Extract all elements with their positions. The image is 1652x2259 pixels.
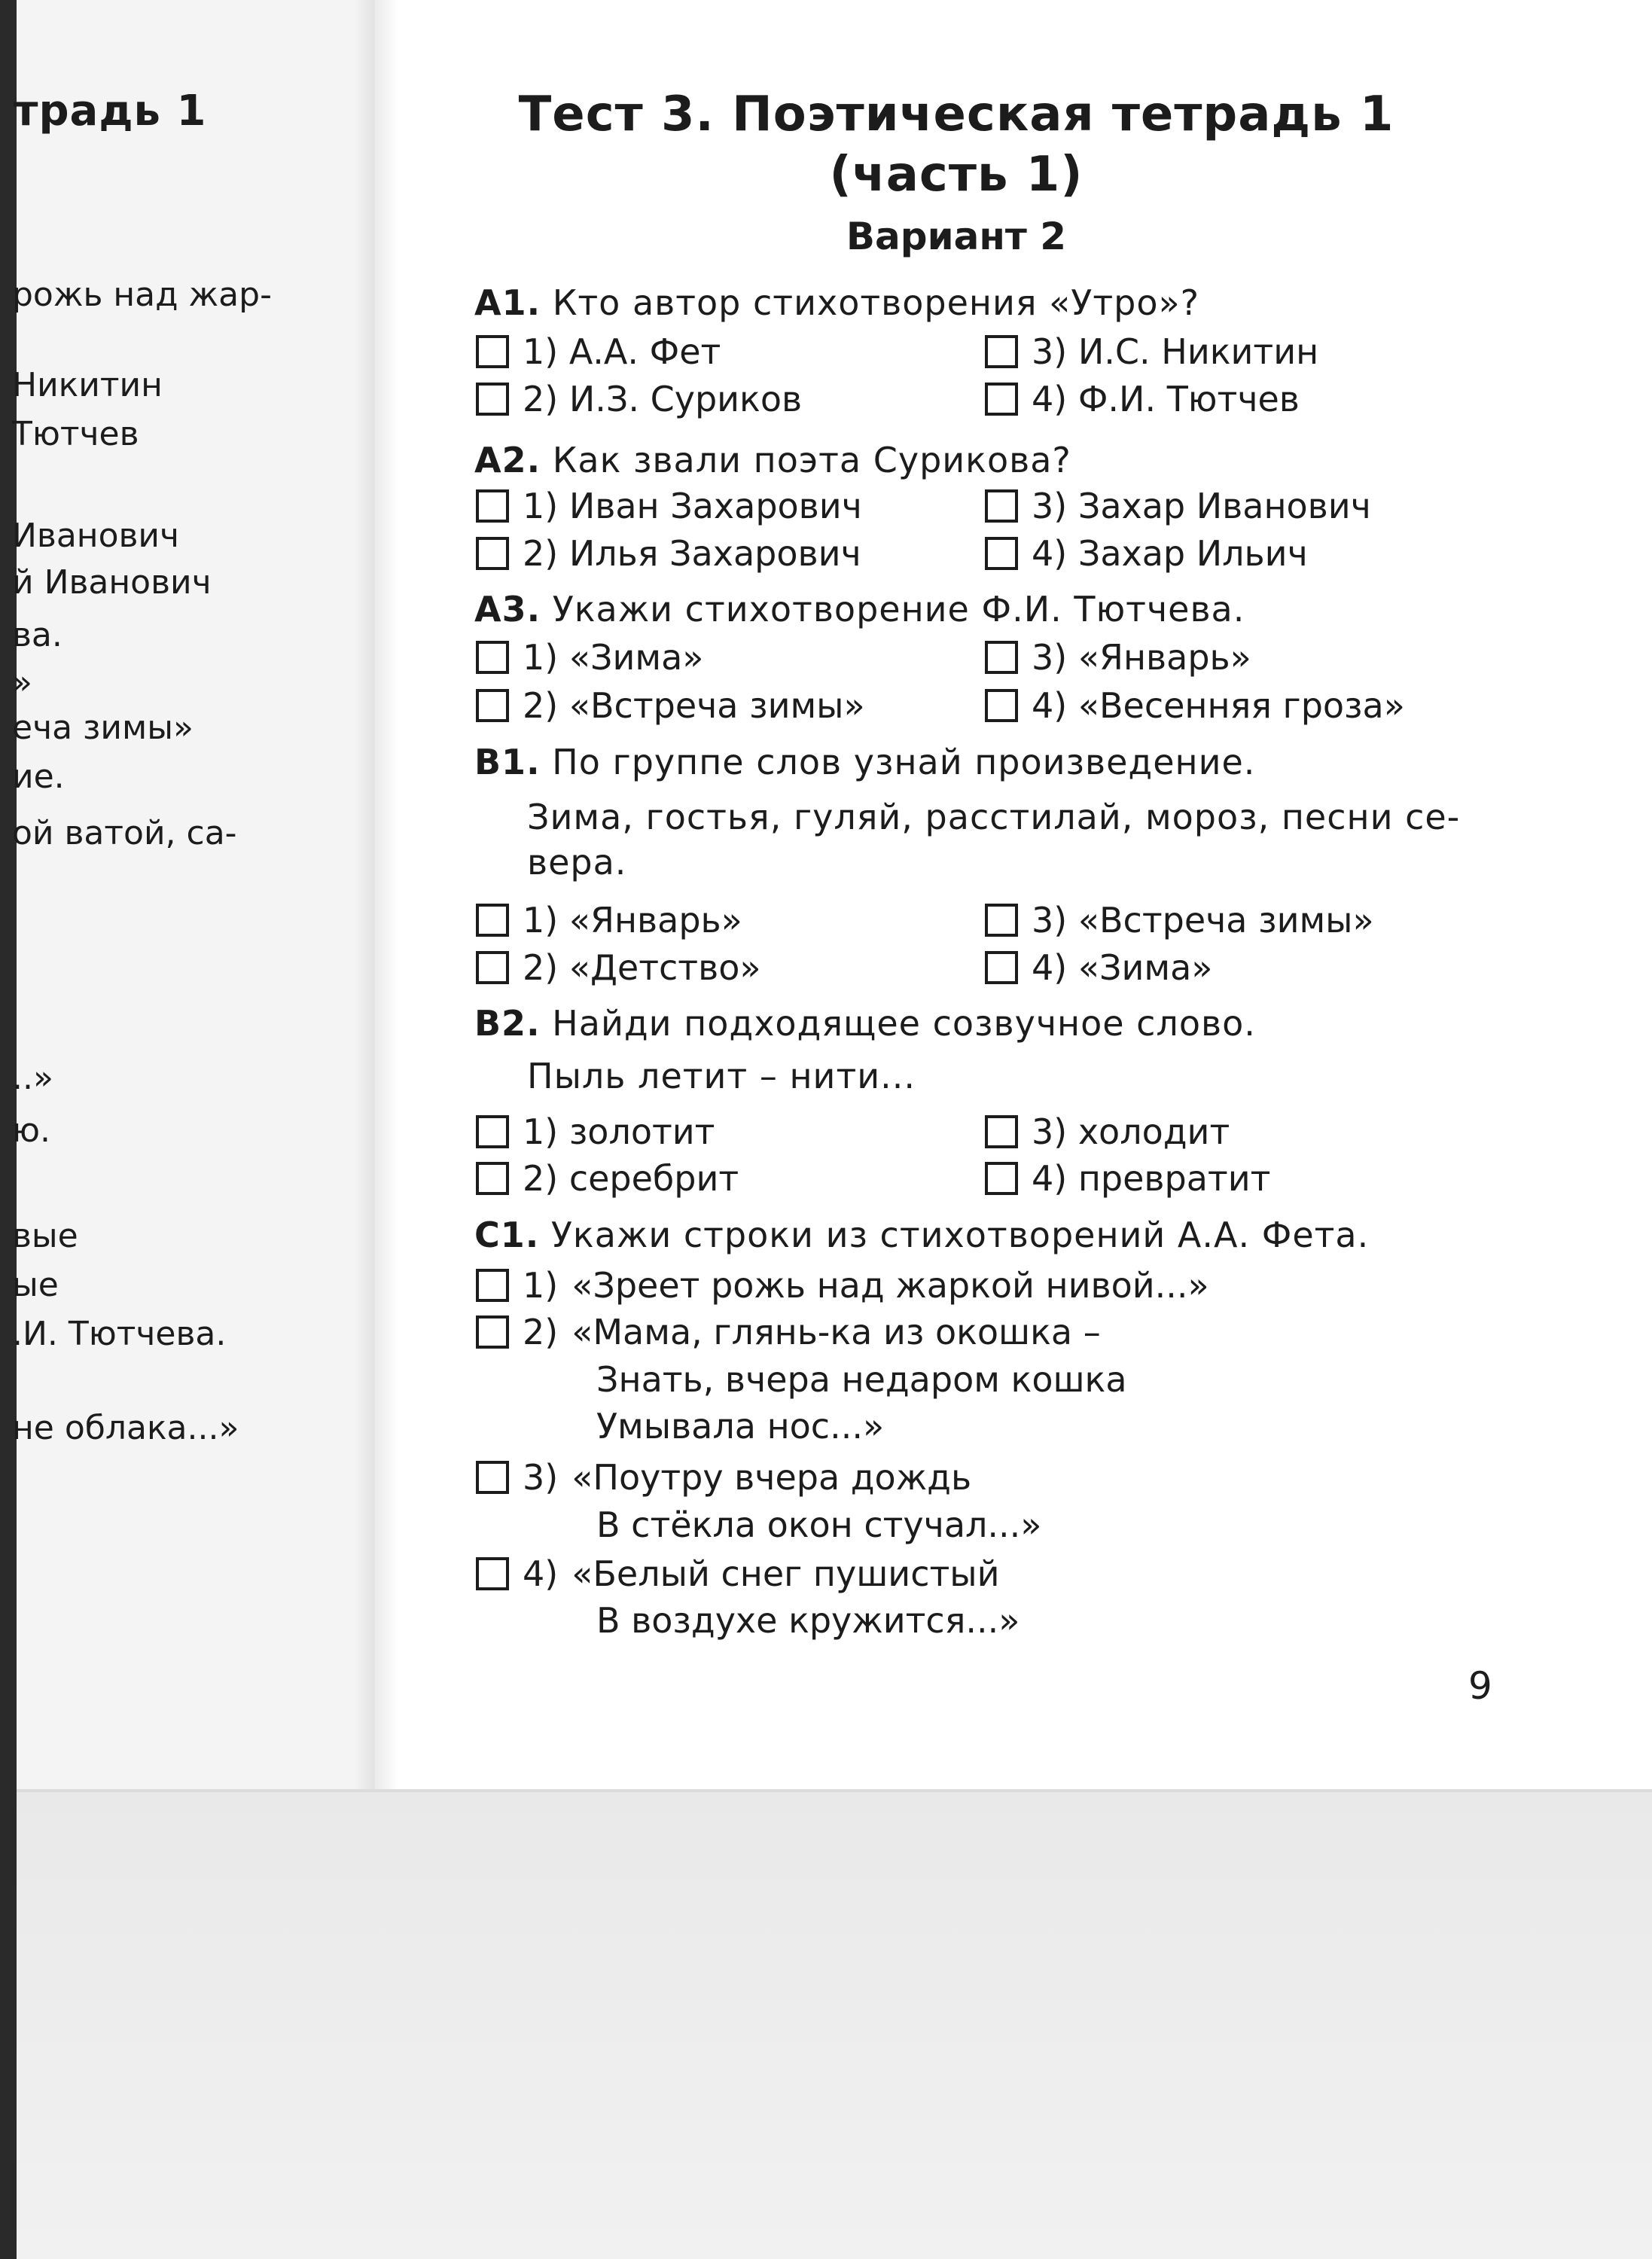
option-continuation: В воздухе кружится...» xyxy=(596,1600,1020,1641)
option-row[interactable] xyxy=(476,533,861,574)
option-label: 2) «Встреча зимы» xyxy=(523,685,865,726)
option-label: 1) «Январь» xyxy=(523,900,742,940)
answer-checkbox[interactable] xyxy=(985,951,1018,984)
option-label: 1) «Зима» xyxy=(523,637,704,678)
question-id: А2. xyxy=(474,440,541,480)
left-line: й Иванович xyxy=(12,563,212,602)
left-line: рожь над жар- xyxy=(12,276,272,314)
option-label: 4) Захар Ильич xyxy=(1032,533,1308,574)
left-page-heading: традь 1 xyxy=(14,87,207,136)
left-line: » xyxy=(12,663,32,702)
question-c1 xyxy=(474,1215,1369,1255)
option-label: 4) «Весенняя гроза» xyxy=(1032,685,1405,726)
option-row[interactable] xyxy=(985,947,1212,988)
answer-checkbox[interactable] xyxy=(476,1115,509,1148)
answer-checkbox[interactable] xyxy=(985,641,1018,674)
option-continuation: Умывала нос...» xyxy=(596,1406,885,1447)
question-id: А3. xyxy=(474,589,541,630)
question-text: По группе слов узнай произведение. xyxy=(552,742,1256,782)
option-label: «Поутру вчера дождь xyxy=(571,1457,972,1498)
book-gutter xyxy=(354,0,399,1792)
option-number: 1) xyxy=(523,1265,559,1306)
left-line: Никитин xyxy=(12,366,163,404)
option-row[interactable] xyxy=(985,1158,1270,1199)
option-row[interactable] xyxy=(985,486,1371,526)
left-line: не облака...» xyxy=(12,1409,239,1447)
option-row[interactable] xyxy=(476,1312,1101,1352)
option-label: 3) холодит xyxy=(1032,1111,1230,1152)
answer-checkbox[interactable] xyxy=(476,1461,509,1494)
option-row[interactable] xyxy=(476,1457,971,1498)
option-label: «Белый снег пушистый xyxy=(571,1553,1000,1594)
option-label: 2) И.З. Суриков xyxy=(523,379,803,419)
test-title: Тест 3. Поэтическая тетрадь 1 xyxy=(518,87,1394,142)
answer-checkbox[interactable] xyxy=(476,951,509,984)
answer-checkbox[interactable] xyxy=(985,689,1018,722)
answer-checkbox[interactable] xyxy=(476,537,509,570)
option-label: 4) превратит xyxy=(1032,1158,1271,1199)
question-a2 xyxy=(474,440,1071,480)
answer-checkbox[interactable] xyxy=(476,1557,509,1590)
prompt-text: вера. xyxy=(527,842,627,883)
left-line: ю. xyxy=(12,1111,51,1150)
option-row[interactable] xyxy=(476,947,761,988)
left-line: ва. xyxy=(12,616,62,654)
answer-checkbox[interactable] xyxy=(985,1162,1018,1195)
left-line: ой ватой, са- xyxy=(12,814,237,852)
page-number: 9 xyxy=(1468,1664,1492,1708)
question-id: В2. xyxy=(474,1003,541,1044)
answer-checkbox[interactable] xyxy=(985,537,1018,570)
question-id: А1. xyxy=(474,282,541,323)
question-text: Укажи стихотворение Ф.И. Тютчева. xyxy=(552,589,1245,630)
left-facing-page xyxy=(12,0,375,1792)
option-row[interactable] xyxy=(476,1158,739,1199)
answer-checkbox[interactable] xyxy=(476,641,509,674)
option-label: 1) золотит xyxy=(523,1111,715,1152)
left-line: Иванович xyxy=(12,517,180,555)
answer-checkbox[interactable] xyxy=(985,335,1018,368)
option-label: 3) «Встреча зимы» xyxy=(1032,900,1374,940)
option-label: 2) Илья Захарович xyxy=(523,533,861,574)
question-b1 xyxy=(474,742,1255,782)
answer-checkbox[interactable] xyxy=(985,1115,1018,1148)
left-line: .И. Тютчева. xyxy=(12,1315,227,1353)
question-b2 xyxy=(474,1003,1256,1044)
option-row[interactable] xyxy=(476,900,742,940)
prompt-text: Пыль летит – нити... xyxy=(527,1056,916,1096)
option-continuation: Знать, вчера недаром кошка xyxy=(596,1359,1127,1400)
option-row[interactable] xyxy=(476,685,865,726)
option-row[interactable] xyxy=(985,1111,1230,1152)
scanner-background xyxy=(17,1792,1652,2259)
option-label: 3) «Январь» xyxy=(1032,637,1251,678)
option-continuation: В стёкла окон стучал...» xyxy=(596,1504,1042,1545)
question-a1 xyxy=(474,282,1199,323)
option-row[interactable] xyxy=(476,1265,1209,1306)
option-row[interactable] xyxy=(985,331,1318,372)
question-text: Укажи строки из стихотворений А.А. Фета. xyxy=(550,1215,1370,1255)
option-row[interactable] xyxy=(476,486,862,526)
option-row[interactable] xyxy=(985,533,1308,574)
answer-checkbox[interactable] xyxy=(476,489,509,523)
answer-checkbox[interactable] xyxy=(476,1269,509,1302)
answer-checkbox[interactable] xyxy=(985,489,1018,523)
answer-checkbox[interactable] xyxy=(985,383,1018,416)
option-row[interactable] xyxy=(476,379,802,419)
option-number: 3) xyxy=(523,1457,559,1498)
question-text: Как звали поэта Сурикова? xyxy=(552,440,1071,480)
question-text: Найди подходящее созвучное слово. xyxy=(552,1003,1256,1044)
answer-checkbox[interactable] xyxy=(476,689,509,722)
option-label: 1) Иван Захарович xyxy=(523,486,862,526)
left-line: ..» xyxy=(12,1059,53,1097)
option-row[interactable] xyxy=(476,1553,1000,1594)
option-label: 2) «Детство» xyxy=(523,947,761,988)
option-label: 1) А.А. Фет xyxy=(523,331,721,372)
option-row[interactable] xyxy=(476,637,703,678)
option-row[interactable] xyxy=(476,331,721,372)
question-a3 xyxy=(474,589,1245,630)
answer-checkbox[interactable] xyxy=(476,383,509,416)
left-line: Тютчев xyxy=(12,415,139,453)
option-number: 4) xyxy=(523,1553,559,1594)
option-label: «Зреет рожь над жаркой нивой...» xyxy=(571,1265,1209,1306)
prompt-text: Зима, гостья, гуляй, расстилай, мороз, песни се- xyxy=(527,797,1461,837)
option-label: 4) Ф.И. Тютчев xyxy=(1032,379,1300,419)
option-row[interactable] xyxy=(985,379,1300,419)
question-id: С1. xyxy=(474,1215,540,1255)
option-row[interactable] xyxy=(985,685,1405,726)
option-row[interactable] xyxy=(985,900,1374,940)
answer-checkbox[interactable] xyxy=(476,904,509,937)
option-label: «Мама, глянь-ка из окошка – xyxy=(571,1312,1101,1352)
left-line: ие. xyxy=(12,758,65,796)
option-row[interactable] xyxy=(985,637,1251,678)
answer-checkbox[interactable] xyxy=(985,904,1018,937)
answer-checkbox[interactable] xyxy=(476,1315,509,1349)
option-number: 2) xyxy=(523,1312,559,1352)
left-line: еча зимы» xyxy=(12,709,194,747)
option-label: 3) Захар Иванович xyxy=(1032,486,1371,526)
option-label: 3) И.С. Никитин xyxy=(1032,331,1319,372)
answer-checkbox[interactable] xyxy=(476,1162,509,1195)
option-label: 2) серебрит xyxy=(523,1158,739,1199)
option-label: 4) «Зима» xyxy=(1032,947,1213,988)
question-id: В1. xyxy=(474,742,541,782)
left-line: вые xyxy=(12,1217,78,1255)
test-subtitle: (часть 1) xyxy=(829,147,1084,203)
question-text: Кто автор стихотворения «Утро»? xyxy=(552,282,1200,323)
variant-label: Вариант 2 xyxy=(846,215,1067,258)
left-line: ые xyxy=(12,1266,59,1304)
answer-checkbox[interactable] xyxy=(476,335,509,368)
option-row[interactable] xyxy=(476,1111,715,1152)
